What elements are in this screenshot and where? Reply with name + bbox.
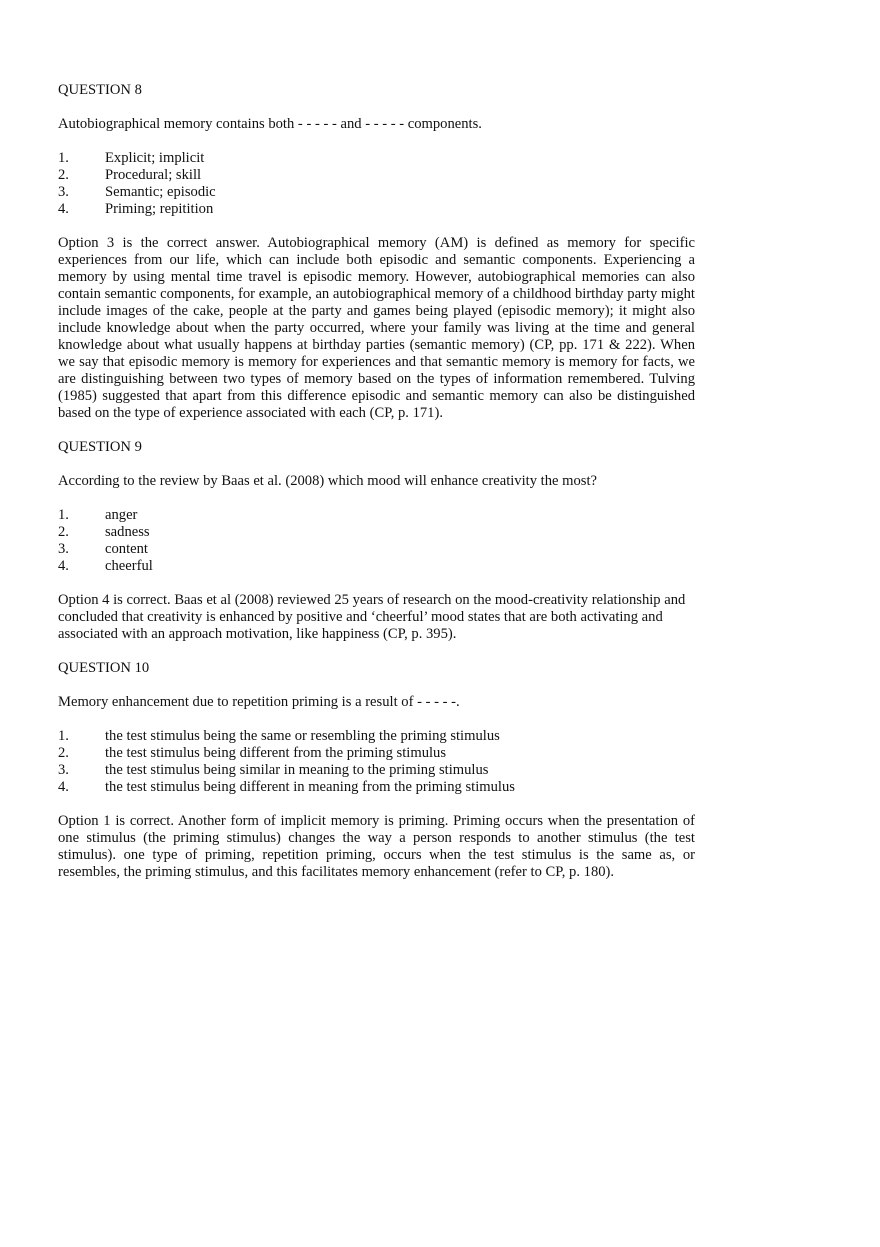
option-item (58, 507, 698, 524)
option-text: the test stimulus being different in meaning from the priming stimulus (105, 779, 515, 795)
question-8 (58, 82, 698, 422)
option-text: Priming; repitition (105, 201, 214, 217)
question-stem: Memory enhancement due to repetition priming is a result of - - - - -. (58, 694, 460, 710)
option-number: 1. (58, 507, 69, 523)
option-item (58, 728, 698, 745)
option-text: the test stimulus being the same or resembling the priming stimulus (105, 728, 500, 744)
question-stem: Autobiographical memory contains both - - - - - and - - - - - components. (58, 116, 482, 132)
option-list (58, 507, 698, 575)
option-item (58, 167, 698, 184)
option-item (58, 150, 698, 167)
question-9 (58, 439, 698, 643)
option-number: 4. (58, 558, 69, 574)
question-stem: According to the review by Baas et al. (2008) which mood will enhance creativity the most? (58, 473, 597, 489)
option-number: 3. (58, 762, 69, 778)
option-text: cheerful (105, 558, 153, 574)
option-item (58, 524, 698, 541)
document-page (58, 82, 698, 898)
answer-explanation: Option 4 is correct. Baas et al (2008) reviewed 25 years of research on the mood-creativity relationship and concluded that creativity is enhanced by positive and ‘cheerful’ mood states that are both activating and associated with an approach motivation, like happiness (CP, p. 395). (58, 592, 686, 642)
question-10 (58, 660, 698, 881)
option-item (58, 541, 698, 558)
option-text: the test stimulus being different from the priming stimulus (105, 745, 447, 761)
option-number: 3. (58, 541, 69, 557)
option-item (58, 184, 698, 201)
option-text: Explicit; implicit (105, 150, 205, 166)
option-list (58, 728, 698, 796)
option-text: Procedural; skill (105, 167, 202, 183)
answer-explanation: Option 3 is the correct answer. Autobiographical memory (AM) is defined as memory for specific experiences from our life, which can include both episodic and semantic components. Experiencing a memory by using mental time travel is episodic memory. However, autobiographical memories can also contain semantic components, for example, an autobiographical memory of a childhood birthday party might include images of the cake, people at the party and games being played (episodic memory); it might also include knowledge about when the party occurred, where your family was living at the time and general knowledge about what usually happens at birthday parties (semantic memory) (CP, pp. 171 & 222). When we say that episodic memory is memory for experiences and that semantic memory is memory for facts, we are distinguishing between two types of memory based on the types of information remembered. Tulving (1985) suggested that apart from this difference episodic and semantic memory can also be distinguished based on the type of experience associated with each (CP, p. 171). (58, 235, 695, 421)
option-text: sadness (105, 524, 150, 540)
option-item (58, 745, 698, 762)
option-list (58, 150, 698, 218)
option-text: Semantic; episodic (105, 184, 216, 200)
option-number: 2. (58, 745, 69, 761)
option-number: 4. (58, 201, 69, 217)
option-item (58, 779, 698, 796)
option-number: 4. (58, 779, 69, 795)
option-number: 2. (58, 167, 69, 183)
option-item (58, 762, 698, 779)
question-title: QUESTION 10 (58, 660, 150, 676)
option-text: content (105, 541, 148, 557)
question-title: QUESTION 9 (58, 439, 142, 455)
option-item (58, 201, 698, 218)
option-item (58, 558, 698, 575)
option-text: the test stimulus being similar in meaning to the priming stimulus (105, 762, 489, 778)
option-number: 2. (58, 524, 69, 540)
option-number: 1. (58, 150, 69, 166)
question-title: QUESTION 8 (58, 82, 142, 98)
option-text: anger (105, 507, 138, 523)
option-number: 1. (58, 728, 69, 744)
answer-explanation: Option 1 is correct. Another form of implicit memory is priming. Priming occurs when the presentation of one stimulus (the priming stimulus) changes the way a person responds to another stimulus (the test stimulus). one type of priming, repetition priming, occurs when the test stimulus is the same as, or resembles, the priming stimulus, and this facilitates memory enhancement (refer to CP, p. 180). (58, 813, 695, 880)
option-number: 3. (58, 184, 69, 200)
